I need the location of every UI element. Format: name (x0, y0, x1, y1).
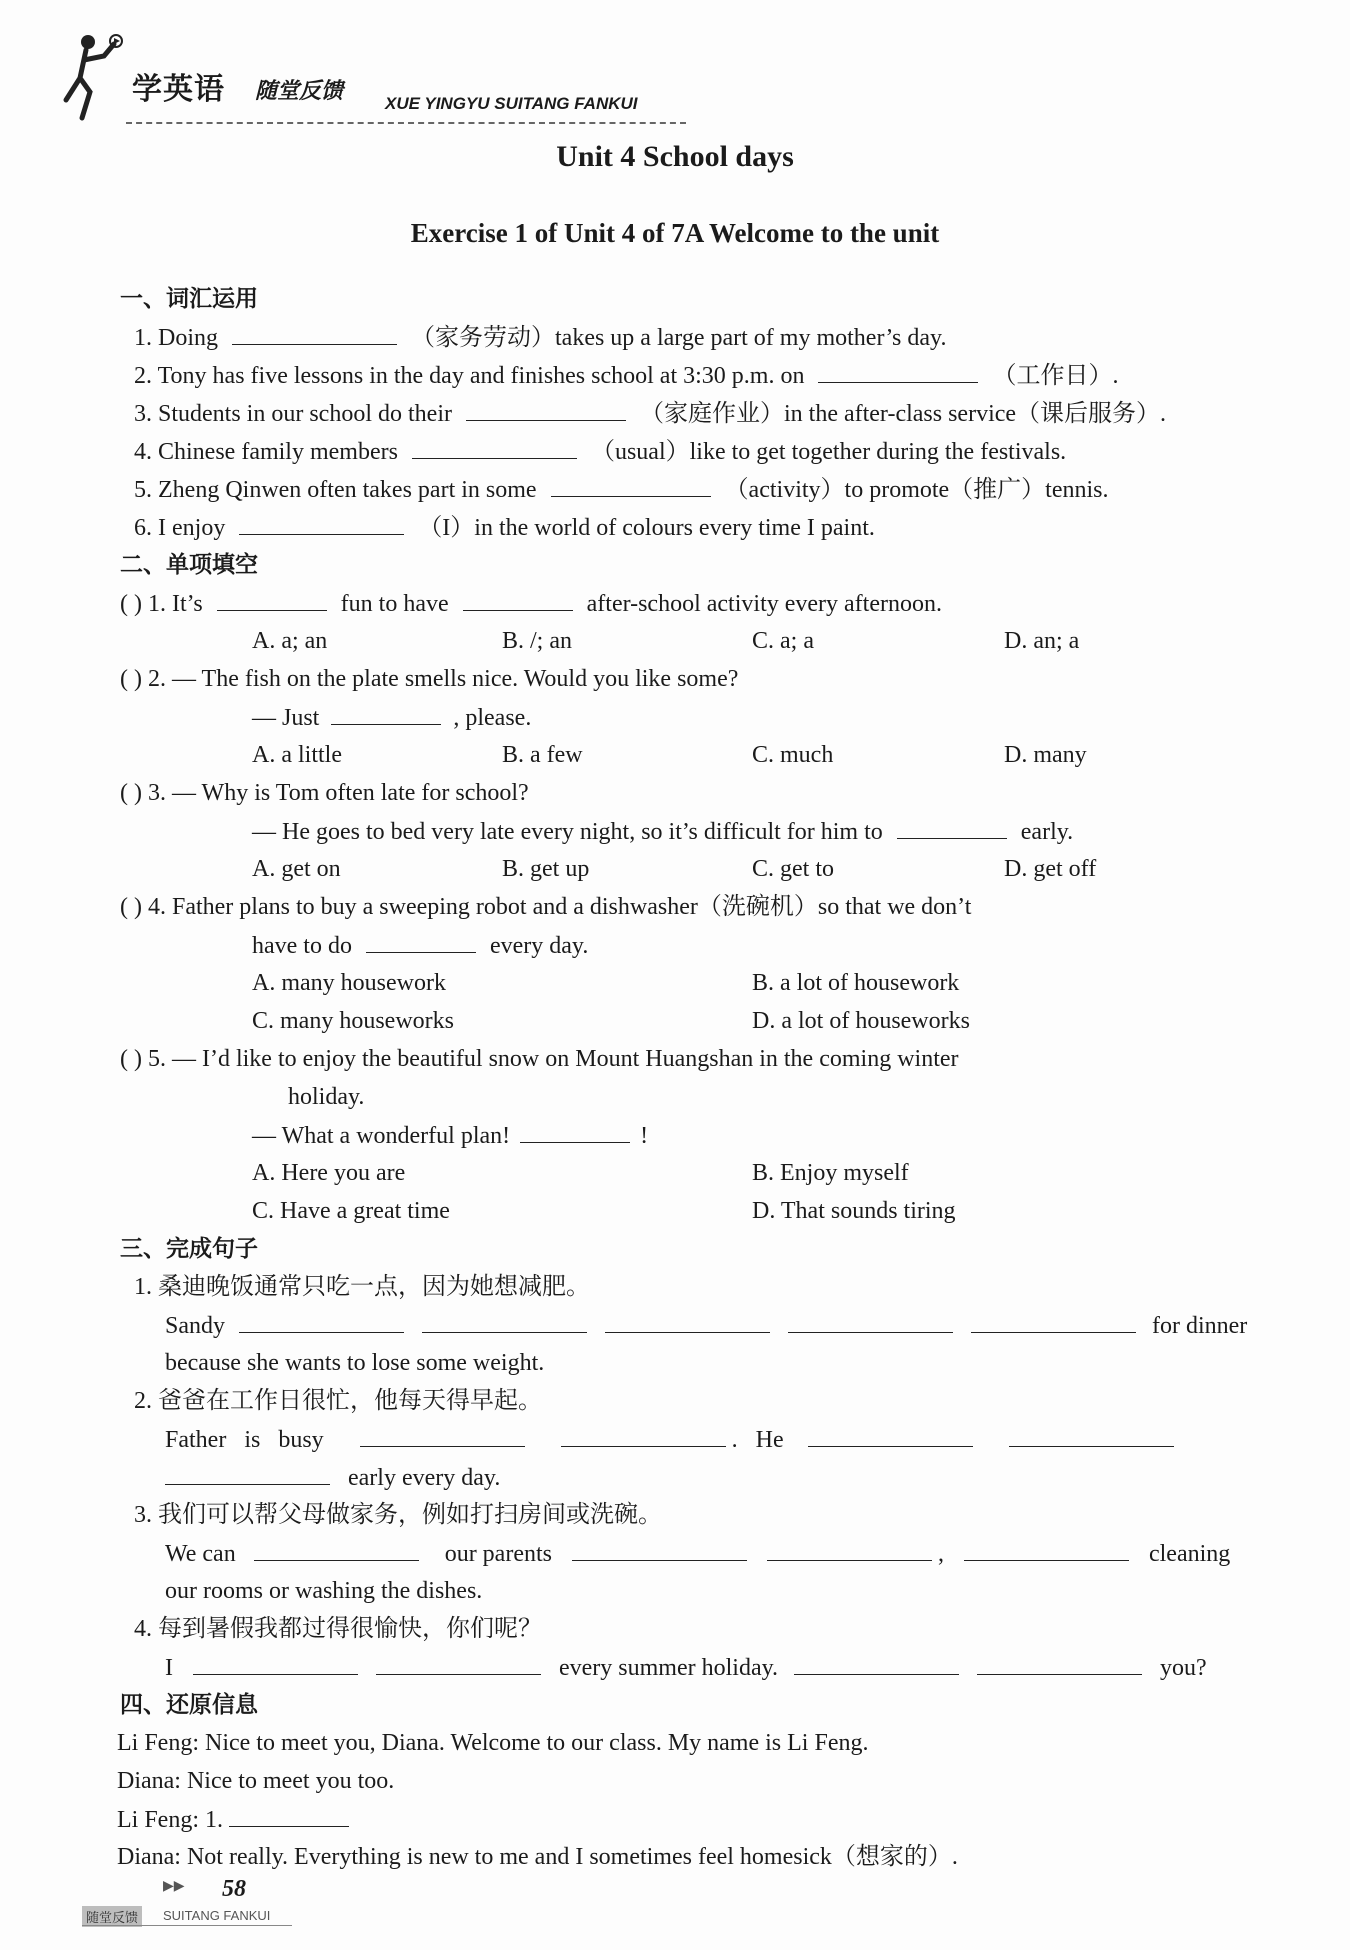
footer-tag-chinese: 随堂反馈 (82, 1906, 142, 1927)
option-c[interactable]: C. Have a great time (252, 1198, 450, 1224)
question-text: every day. (489, 933, 589, 959)
question-text: , please. (453, 705, 532, 731)
dialogue-line-4: Diana: Not really. Everything is new to me and I sometimes feel homesick（想家的）. (117, 1844, 958, 1870)
option-a[interactable]: A. a little (252, 742, 342, 768)
footer-tag-pinyin: SUITANG FANKUI (163, 1908, 271, 1923)
answer-blank[interactable] (239, 1310, 404, 1333)
question-text: ! (640, 1123, 649, 1149)
option-c[interactable]: C. many houseworks (252, 1008, 454, 1034)
option-c[interactable]: C. much (752, 742, 834, 768)
question-text: 5. — I’d like to enjoy the beautiful snow on Mount Huangshan in the coming winter (147, 1046, 959, 1072)
answer-blank (331, 702, 441, 725)
answer-blank[interactable] (254, 1538, 419, 1561)
unit-title: Unit 4 School days (556, 140, 794, 173)
sentence-1-english (165, 1310, 1247, 1341)
section-heading-dialogue: 四、还原信息 (120, 1692, 258, 1718)
option-c[interactable]: C. a; a (752, 628, 814, 654)
sentence-text: I (165, 1655, 173, 1681)
answer-bracket[interactable]: ( ) (120, 1046, 142, 1072)
answer-blank[interactable] (193, 1652, 358, 1675)
question-text: 4. Chinese family members (134, 439, 398, 465)
sentence-text: for dinner (1152, 1313, 1248, 1339)
question-text: early. (1020, 819, 1074, 845)
question-text: 1. It’s (147, 591, 203, 617)
choice-question-3-reply (252, 816, 1073, 847)
sentence-text: , (937, 1541, 944, 1567)
answer-blank (366, 930, 476, 953)
choice-question-5 (120, 1044, 959, 1074)
answer-blank[interactable] (422, 1310, 587, 1333)
question-text: — What a wonderful plan! (252, 1123, 511, 1149)
sentence-text: early every day. (348, 1465, 501, 1491)
option-b[interactable]: B. a few (502, 742, 583, 768)
sentence-2-chinese: 2. 爸爸在工作日很忙，他每天得早起。 (134, 1388, 542, 1414)
answer-blank[interactable] (964, 1538, 1129, 1561)
brand-pinyin: XUE YINGYU SUITANG FANKUI (385, 94, 638, 113)
answer-blank[interactable] (239, 512, 404, 535)
sentence-3-chinese: 3. 我们可以帮父母做家务，例如打扫房间或洗碗。 (134, 1502, 662, 1528)
sentence-text: We can (165, 1541, 236, 1567)
sentence-text: Father is busy (165, 1427, 324, 1453)
question-text: （家务劳动）takes up a large part of my mother’s day. (411, 325, 947, 351)
sentence-3-english-cont: our rooms or washing the dishes. (165, 1578, 483, 1604)
exercise-title: Exercise 1 of Unit 4 of 7A Welcome to the unit (410, 218, 940, 248)
dialogue-text: Li Feng: 1. (117, 1807, 223, 1833)
vocab-question-2 (134, 360, 1118, 391)
answer-blank[interactable] (808, 1424, 973, 1447)
sentence-3-english (165, 1538, 1230, 1569)
footer-divider (82, 1925, 292, 1926)
section-heading-complete-sentences: 三、完成句子 (120, 1236, 258, 1262)
answer-blank[interactable] (794, 1652, 959, 1675)
dialogue-line-2: Diana: Nice to meet you too. (117, 1768, 395, 1794)
option-b[interactable]: B. get up (502, 856, 590, 882)
question-text: 2. Tony has five lessons in the day and finishes school at 3:30 p.m. on (134, 363, 805, 389)
header-logo (60, 30, 700, 130)
question-text: 3. Students in our school do their (134, 401, 452, 427)
dialogue-line-3 (117, 1804, 349, 1835)
answer-blank[interactable] (232, 322, 397, 345)
answer-blank[interactable] (376, 1652, 541, 1675)
answer-blank[interactable] (605, 1310, 770, 1333)
question-text: fun to have (340, 591, 449, 617)
answer-blank[interactable] (818, 360, 978, 383)
brand-chinese-title: 学英语 (132, 72, 225, 107)
question-text: 1. Doing (134, 325, 218, 351)
option-a[interactable]: A. a; an (252, 628, 328, 654)
vocab-question-6 (134, 512, 875, 543)
double-arrow-icon: ▶▶ (163, 1878, 185, 1894)
answer-blank[interactable] (767, 1538, 932, 1561)
question-text: 4. Father plans to buy a sweeping robot and a dishwasher（洗碗机）so that we don’t (147, 894, 972, 920)
choice-question-2 (120, 664, 738, 694)
vocab-question-1 (134, 322, 946, 353)
question-text: 2. — The fish on the plate smells nice. Would you like some? (147, 666, 739, 692)
answer-blank (463, 588, 573, 611)
question-text: （I）in the world of colours every time I paint. (418, 515, 875, 541)
answer-blank (520, 1120, 630, 1143)
sentence-text: you? (1160, 1655, 1207, 1681)
sentence-text: our parents (444, 1541, 552, 1567)
choice-question-4-cont (252, 930, 588, 961)
answer-blank[interactable] (1009, 1424, 1174, 1447)
option-c[interactable]: C. get to (752, 856, 834, 882)
dialogue-line-1: Li Feng: Nice to meet you, Diana. Welcome to our class. My name is Li Feng. (117, 1730, 869, 1756)
option-b[interactable]: B. a lot of housework (752, 970, 960, 996)
section-heading-vocabulary: 一、词汇运用 (120, 286, 258, 312)
option-d[interactable]: D. an; a (1004, 628, 1080, 654)
sentence-text: cleaning (1148, 1541, 1231, 1567)
answer-blank[interactable] (412, 436, 577, 459)
question-text: have to do (252, 933, 352, 959)
choice-question-1 (120, 588, 942, 619)
option-d[interactable]: D. many (1004, 742, 1087, 768)
answer-blank[interactable] (561, 1424, 726, 1447)
question-text: 3. — Why is Tom often late for school? (147, 780, 529, 806)
option-d[interactable]: D. a lot of houseworks (752, 1008, 970, 1034)
choice-question-5-cont: holiday. (288, 1084, 365, 1110)
question-text: — Just (252, 705, 320, 731)
answer-blank (217, 588, 327, 611)
sentence-1-chinese: 1. 桑迪晚饭通常只吃一点，因为她想减肥。 (134, 1274, 590, 1300)
answer-blank[interactable] (788, 1310, 953, 1333)
brand-chinese-subtitle: 随堂反馈 (255, 79, 344, 104)
choice-question-4 (120, 892, 971, 922)
question-text: 5. Zheng Qinwen often takes part in some (134, 477, 537, 503)
option-d[interactable]: D. get off (1004, 856, 1097, 882)
answer-blank[interactable] (572, 1538, 747, 1561)
answer-blank[interactable] (466, 398, 626, 421)
header-divider (126, 122, 686, 124)
sentence-4-chinese: 4. 每到暑假我都过得很愉快，你们呢？ (134, 1616, 542, 1642)
answer-bracket[interactable]: ( ) (120, 666, 142, 692)
question-text: after-school activity every afternoon. (586, 591, 942, 617)
answer-blank[interactable] (360, 1424, 525, 1447)
answer-bracket[interactable]: ( ) (120, 591, 142, 617)
answer-bracket[interactable]: ( ) (120, 780, 142, 806)
page-number: 58 (222, 1876, 246, 1902)
choice-question-2-reply (252, 702, 531, 733)
choice-question-3 (120, 778, 529, 808)
option-a[interactable]: A. Here you are (252, 1160, 406, 1186)
sentence-2-english-cont (165, 1462, 500, 1493)
option-b[interactable]: B. Enjoy myself (752, 1160, 909, 1186)
answer-blank[interactable] (977, 1652, 1142, 1675)
answer-bracket[interactable]: ( ) (120, 894, 142, 920)
sentence-1-english-cont: because she wants to lose some weight. (165, 1350, 545, 1376)
option-b[interactable]: B. /; an (502, 628, 572, 654)
sentence-text: . He (731, 1427, 784, 1453)
sentence-4-english (165, 1652, 1207, 1683)
answer-blank[interactable] (229, 1804, 349, 1827)
runner-icon (60, 30, 130, 125)
answer-blank[interactable] (971, 1310, 1136, 1333)
vocab-question-4 (134, 436, 1066, 467)
sentence-2-english (165, 1424, 1174, 1455)
answer-blank[interactable] (551, 474, 711, 497)
option-a[interactable]: A. many housework (252, 970, 446, 996)
question-text: （家庭作业）in the after-class service（课后服务）. (639, 401, 1167, 427)
question-text: 6. I enjoy (134, 515, 226, 541)
question-text: — He goes to bed very late every night, so it’s difficult for him to (252, 819, 883, 845)
answer-blank (897, 816, 1007, 839)
sentence-text: Sandy (165, 1313, 225, 1339)
section-heading-multiple-choice: 二、单项填空 (120, 552, 258, 578)
option-d[interactable]: D. That sounds tiring (752, 1198, 956, 1224)
question-text: （工作日）. (992, 363, 1119, 389)
sentence-text: every summer holiday. (559, 1655, 779, 1681)
question-text: （usual）like to get together during the festivals. (590, 439, 1067, 465)
choice-question-5-reply (252, 1120, 648, 1151)
answer-blank[interactable] (165, 1462, 330, 1485)
question-text: （activity）to promote（推广）tennis. (724, 477, 1109, 503)
vocab-question-5 (134, 474, 1109, 505)
option-a[interactable]: A. get on (252, 856, 341, 882)
vocab-question-3 (134, 398, 1166, 429)
